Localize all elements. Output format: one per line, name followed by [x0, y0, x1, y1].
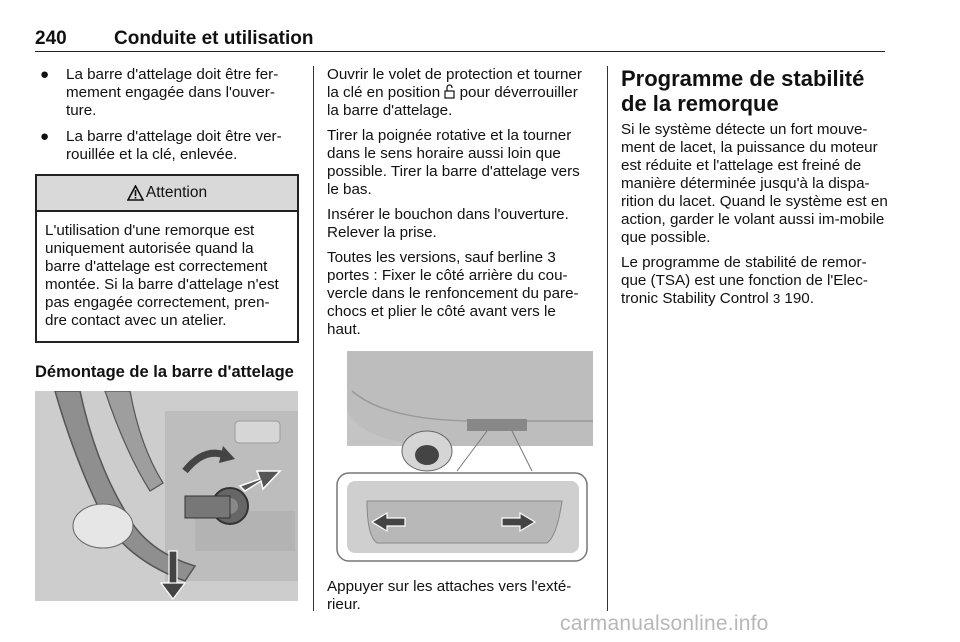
bumper-cover-illustration: [327, 351, 593, 566]
chapter-title: Conduite et utilisation: [114, 28, 314, 49]
attention-body: L'utilisation d'une remorque est uniquement autorisée quand la barre d'attelage est correctement montée. Si la barre d'attelage n'est pas engagée correctement, pren-dre contact avec un atelier.: [45, 222, 279, 329]
list-item: [35, 128, 299, 164]
paragraph: Toutes les versions, sauf berline 3 portes : Fixer le côté arrière du cou-vercle dans le renfoncement du pare-chocs et plier le côté avant vers le haut.: [327, 249, 579, 338]
towbar-removal-illustration: [35, 391, 298, 601]
section-subheading: Démontage de la barre d'attelage: [35, 363, 294, 381]
page-reference-link[interactable]: 190.: [780, 290, 814, 307]
paragraph-text: Le programme de stabilité de remor-que (TSA) est une fonction de l'Elec-tronic Stability Control: [621, 254, 868, 307]
paragraph: Appuyer sur les attaches vers l'exté-rieur.: [327, 578, 572, 613]
towbar-illustration-graphic: [35, 391, 298, 601]
watermark: carmanualsonline.info: [560, 612, 769, 635]
column-1: [35, 66, 299, 601]
attention-title: Attention: [145, 184, 208, 201]
warning-triangle-icon: [127, 185, 144, 201]
column-2: [327, 66, 593, 621]
list-item: [35, 66, 299, 120]
paragraph: Si le système détecte un fort mouve-ment de lacet, la puissance du moteur est réduite et l'attelage est freiné de manière déterminée jusqu'à la dispa-rition du lacet. Quand le système est en action, garder le volant aussi im-mobile que possible.: [621, 121, 888, 246]
bullet-text: La barre d'attelage doit être fer-mement engagée dans l'ouver-ture.: [66, 66, 279, 119]
attention-header: [37, 176, 297, 212]
paragraph: [327, 66, 593, 120]
bumper-illustration-graphic: [327, 351, 593, 566]
column-divider: [607, 66, 608, 611]
bullet-icon: ●: [40, 128, 50, 145]
page-header: [35, 28, 885, 52]
column-3: [621, 66, 889, 315]
unlock-icon: [444, 84, 455, 99]
attention-box: [35, 174, 299, 343]
paragraph: [621, 254, 889, 308]
paragraph: Tirer la poignée rotative et la tourner dans le sens horaire aussi loin que possible. Tirer la barre d'attelage vers le bas.: [327, 127, 580, 198]
page-number: 240: [35, 28, 67, 49]
bullet-text: La barre d'attelage doit être ver-rouillée et la clé, enlevée.: [66, 128, 282, 163]
paragraph: Insérer le bouchon dans l'ouverture. Relever la prise.: [327, 206, 569, 241]
paragraph-text: Ouvrir le volet de protection et tourner la clé en position: [327, 66, 582, 101]
paragraph-text: pour déverrouiller la barre d'attelage.: [327, 84, 578, 119]
bullet-icon: ●: [40, 66, 50, 83]
column-divider: [313, 66, 314, 611]
section-heading: Programme de stabilité de la remorque: [621, 66, 865, 116]
page-reference-arrow-icon[interactable]: 3: [772, 291, 781, 306]
